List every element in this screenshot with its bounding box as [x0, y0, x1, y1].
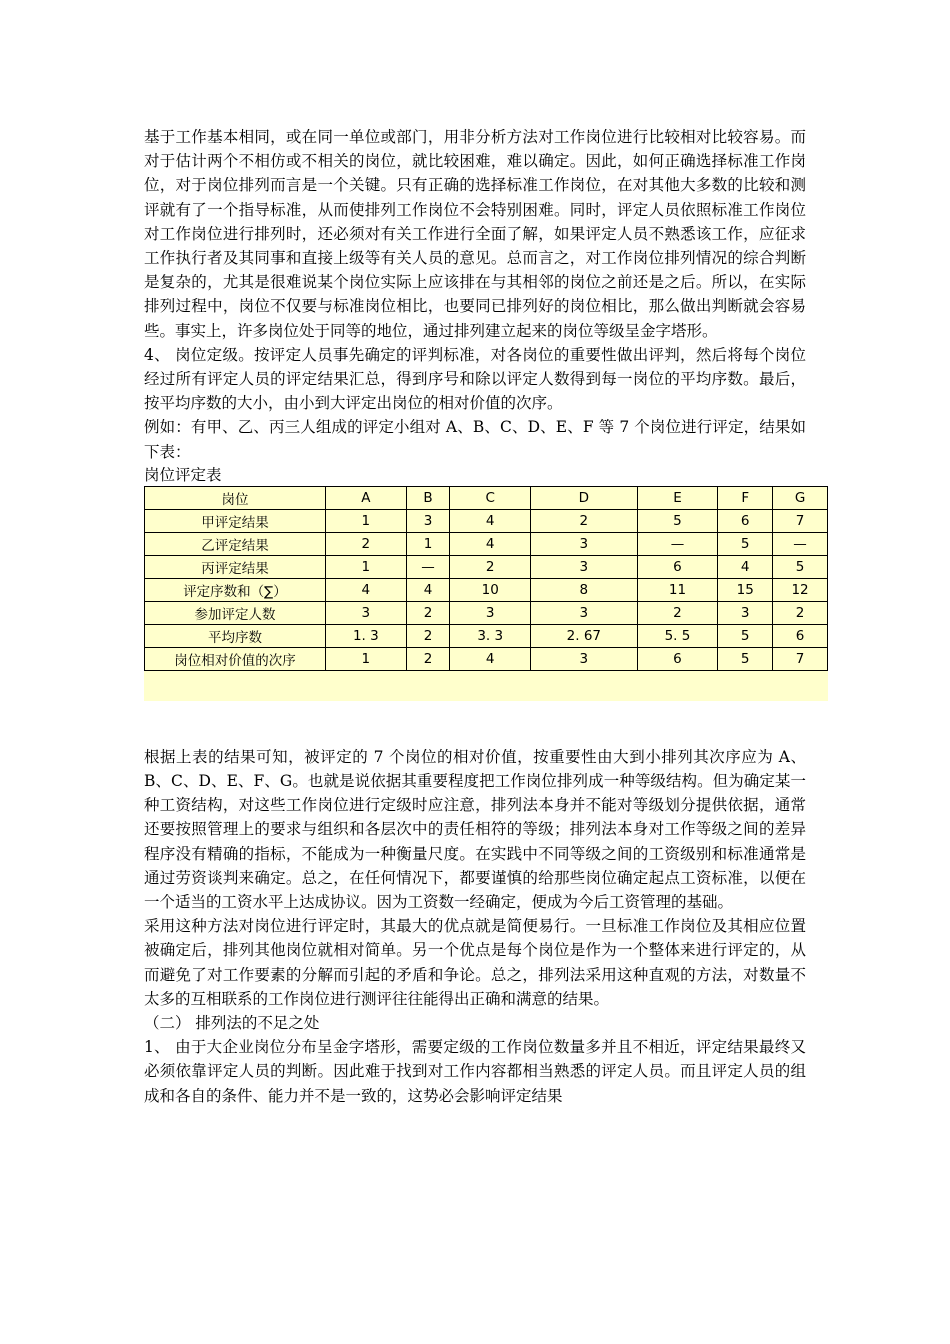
row-label-cell: 岗位: [145, 486, 326, 509]
row-label-cell: 参加评定人数: [145, 601, 326, 624]
table-cell: 3: [326, 601, 407, 624]
table-cell: —: [773, 532, 828, 555]
table-cell: 4: [718, 555, 773, 578]
paragraph-position-grading: 4、 岗位定级。按评定人员事先确定的评判标准，对各岗位的重要性做出评判，然后将每个岗位经过所有评定人员的评定结果汇总，得到序号和除以评定人数得到每一岗位的平均序数。最后，按平均序数的大小，由小到大评定出岗位的相对价值的次序。: [144, 345, 806, 413]
table-cell: 4: [406, 578, 450, 601]
table-cell: 2: [450, 555, 531, 578]
table-filler-row: [145, 670, 828, 701]
row-label-cell: 评定序数和（∑）: [145, 578, 326, 601]
table-cell: 6: [718, 509, 773, 532]
row-label-cell: 平均序数: [145, 624, 326, 647]
table-cell: 8: [531, 578, 638, 601]
table-row: [145, 601, 828, 624]
table-cell: 5. 5: [637, 624, 718, 647]
table-cell: 2: [637, 601, 718, 624]
table-cell: 6: [637, 555, 718, 578]
table-row: [145, 509, 828, 532]
table-cell: 3: [406, 509, 450, 532]
table-cell: 3: [531, 601, 638, 624]
row-label-cell: 乙评定结果: [145, 532, 326, 555]
table-cell: 4: [326, 578, 407, 601]
table-cell: 5: [718, 624, 773, 647]
section-heading-shortcomings: （二） 排列法的不足之处: [144, 1014, 320, 1033]
table-cell: G: [773, 486, 828, 509]
table-cell: —: [406, 555, 450, 578]
table-cell: 11: [637, 578, 718, 601]
table-cell: 3: [718, 601, 773, 624]
table-cell: 4: [450, 647, 531, 670]
paragraph-example: 例如：有甲、乙、丙三人组成的评定小组对 A、B、C、D、E、F 等 7 个岗位进行评定，结果如下表：: [144, 418, 806, 461]
row-label-cell: 甲评定结果: [145, 509, 326, 532]
table-cell: 1: [326, 509, 407, 532]
table-cell: 2: [773, 601, 828, 624]
table-cell: 1. 3: [326, 624, 407, 647]
table-cell: 6: [637, 647, 718, 670]
table-cell: 2: [326, 532, 407, 555]
table-row: [145, 532, 828, 555]
table-cell: 2: [406, 601, 450, 624]
table-cell: —: [637, 532, 718, 555]
table-cell: 12: [773, 578, 828, 601]
table-cell: 5: [718, 647, 773, 670]
table-cell: 1: [406, 532, 450, 555]
table-cell: 2: [531, 509, 638, 532]
paragraph-shortcoming-1: 1、 由于大企业岗位分布呈金字塔形，需要定级的工作岗位数量多并且不相近，评定结果最终又必须依靠评定人员的判断。因此难于找到对工作内容都相当熟悉的评定人员。而且评定人员的组成和各自的条件、能力并不是一致的，这势必会影响评定结果: [144, 1038, 806, 1105]
spacer: [144, 701, 806, 745]
table-filler-cell: [145, 670, 828, 701]
table-cell: 4: [450, 509, 531, 532]
table-cell: 10: [450, 578, 531, 601]
table-cell: 5: [718, 532, 773, 555]
paragraph-results-analysis: 根据上表的结果可知，被评定的 7 个岗位的相对价值，按重要性由大到小排列其次序应为 A、B、C、D、E、F、G。也就是说依据其重要程度把工作岗位排列成一种等级结构。但为确定某一种工资结构，对这些工作岗位进行定级时应注意，排列法本身并不能对等级划分提供依据，通常还要按照管理上的要求与组织和各层次中的责任相符的等级；排列法本身对工作等级之间的差异程序没有精确的指标，不能成为一种衡量尺度。在实践中不同等级之间的工资级别和标准通常是通过劳资谈判来确定。总之，在任何情况下，都要谨慎的给那些岗位确定起点工资标准，以便在一个适当的工资水平上达成协议。因为工资数一经确定，便成为今后工资管理的基础。: [144, 747, 806, 912]
table-cell: 7: [773, 647, 828, 670]
table-cell: 1: [326, 647, 407, 670]
row-label-cell: 岗位相对价值的次序: [145, 647, 326, 670]
table-cell: E: [637, 486, 718, 509]
paragraph-standard-positions: 基于工作基本相同，或在同一单位或部门，用非分析方法对工作岗位进行比较相对比较容易。而对于估计两个不相仿或不相关的岗位，就比较困难，难以确定。因此，如何正确选择标准工作岗位，对于岗位排列而言是一个关键。只有正确的选择标准工作岗位，在对其他大多数的比较和测评就有了一个指导标准，从而使排列工作岗位不会特别困难。同时，评定人员依照标准工作岗位对工作岗位进行排列时，还必须对有关工作进行全面了解，如果评定人员不熟悉该工作，应征求工作执行者及其同事和直接上级等有关人员的意见。总而言之，对工作岗位排列情况的综合判断是复杂的，尤其是很难说某个岗位实际上应该排在与其相邻的岗位之前还是之后。所以，在实际排列过程中，岗位不仅要与标准岗位相比，也要同已排列好的岗位相比，那么做出判断就会容易些。事实上，许多岗位处于同等的地位，通过排列建立起来的岗位等级呈金字塔形。: [144, 128, 806, 340]
table-cell: D: [531, 486, 638, 509]
table-cell: 6: [773, 624, 828, 647]
table-caption: 岗位评定表: [144, 465, 222, 484]
table-cell: 3: [531, 647, 638, 670]
table-cell: F: [718, 486, 773, 509]
table-cell: 15: [718, 578, 773, 601]
table-cell: 3: [531, 532, 638, 555]
table-cell: B: [406, 486, 450, 509]
table-cell: 2: [406, 624, 450, 647]
table-cell: 3: [450, 601, 531, 624]
table-row: [145, 647, 828, 670]
table-row: [145, 624, 828, 647]
table-row: [145, 578, 828, 601]
table-cell: 3: [531, 555, 638, 578]
table-cell: 4: [450, 532, 531, 555]
table-cell: 3. 3: [450, 624, 531, 647]
table-cell: A: [326, 486, 407, 509]
table-header-row: [145, 486, 828, 509]
position-rating-table: [144, 486, 828, 701]
document-page: [144, 125, 809, 1108]
table-cell: 1: [326, 555, 407, 578]
table-cell: 7: [773, 509, 828, 532]
table-cell: 2: [406, 647, 450, 670]
table-cell: 5: [773, 555, 828, 578]
table-cell: C: [450, 486, 531, 509]
table-cell: 2. 67: [531, 624, 638, 647]
row-label-cell: 丙评定结果: [145, 555, 326, 578]
table-cell: 5: [637, 509, 718, 532]
table-row: [145, 555, 828, 578]
paragraph-advantages: 采用这种方法对岗位进行评定时，其最大的优点就是简便易行。一旦标准工作岗位及其相应位置被确定后，排列其他岗位就相对简单。另一个优点是每个岗位是作为一个整体来进行评定的，从而避免了对工作要素的分解而引起的矛盾和争论。总之，排列法采用这种直观的方法，对数量不太多的互相联系的工作岗位进行测评往往能得出正确和满意的结果。: [144, 917, 806, 1008]
